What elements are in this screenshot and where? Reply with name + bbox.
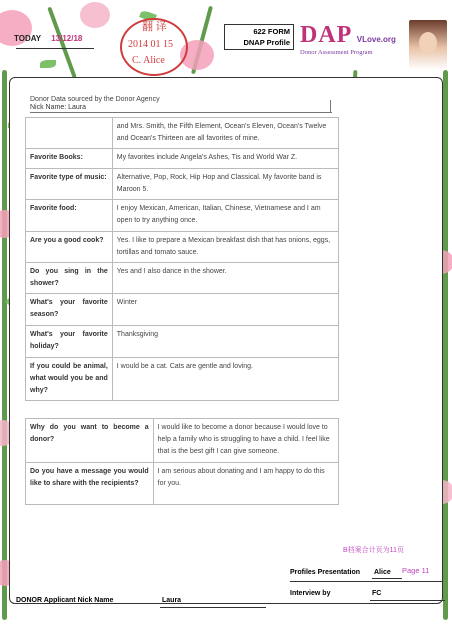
stamp-top-text: 翻 译 xyxy=(142,21,167,33)
table-row xyxy=(26,419,339,463)
answer-cell: I am serious about donating and I am happy to do this for you. xyxy=(153,463,338,505)
profiles-presentation-label: Profiles Presentation xyxy=(290,569,361,576)
logo-subtitle: Donor Assessment Program xyxy=(300,49,373,56)
question-cell: Do you sing in the shower? xyxy=(26,263,113,294)
answer-cell: I enjoy Mexican, American, Italian, Chinese, Vietnamese and I am open to try anything once. xyxy=(112,200,338,232)
form-type: DNAP Profile xyxy=(243,38,290,47)
table-row xyxy=(26,149,339,169)
table-row xyxy=(26,169,339,200)
today-label: TODAY xyxy=(14,34,41,43)
interviewer-underline xyxy=(370,600,445,601)
table-row xyxy=(26,200,339,232)
question-cell: If you could be animal, what would you be and why? xyxy=(26,358,113,401)
source-note: Donor Data sourced by the Donor Agency xyxy=(30,96,160,103)
question-cell: Do you have a message you would like to share with the recipients? xyxy=(26,463,154,505)
table-row xyxy=(26,232,339,263)
nick-name: Nick Name: Laura xyxy=(30,104,87,111)
answer-cell: Yes. I like to prepare a Mexican breakfast dish that has onions, eggs, tortillas and tomato sauce. xyxy=(112,232,338,263)
presenter-underline xyxy=(372,578,402,579)
question-cell: What's your favorite holiday? xyxy=(26,326,113,358)
applicant-underline xyxy=(160,607,266,608)
answer-cell: Winter xyxy=(112,294,338,326)
applicant-label: DONOR Applicant Nick Name xyxy=(16,597,114,604)
question-cell xyxy=(26,118,113,149)
today-date: 13/12/18 xyxy=(51,34,83,43)
question-cell: Favorite Books: xyxy=(26,149,113,169)
translation-stamp xyxy=(120,18,188,76)
stamp-name: C. Alice xyxy=(132,55,165,66)
answer-cell: I would like to become a donor because I would love to help a family who is struggling to have a child. I feel like that is the best gift I can give someone. xyxy=(153,419,338,463)
profile-photo xyxy=(409,20,447,70)
question-cell: Favorite food: xyxy=(26,200,113,232)
table-row xyxy=(26,294,339,326)
interviewer-name: FC xyxy=(372,590,382,597)
form-id-box xyxy=(224,24,294,50)
answer-cell: My favorites include Angela's Ashes, Tis and World War Z. xyxy=(112,149,338,169)
presenter-name: Alice xyxy=(374,569,391,576)
header-tick xyxy=(330,100,331,112)
question-cell: Why do you want to become a donor? xyxy=(26,419,154,463)
qa-table-2 xyxy=(25,418,339,505)
table-row xyxy=(26,263,339,294)
answer-cell: and Mrs. Smith, the Fifth Element, Ocean's Eleven, Ocean's Twelve and Ocean's Thirteen are all favorites of mine. xyxy=(112,118,338,149)
answer-cell: Yes and I also dance in the shower. xyxy=(112,263,338,294)
footer-divider xyxy=(290,581,442,582)
question-cell: Are you a good cook? xyxy=(26,232,113,263)
question-cell: What's your favorite season? xyxy=(26,294,113,326)
dap-logo xyxy=(300,22,404,60)
answer-cell: Thanksgiving xyxy=(112,326,338,358)
form-number: 622 FORM xyxy=(253,27,290,36)
answer-cell: Alternative, Pop, Rock, Hip Hop and Classical. My favorite band is Maroon 5. xyxy=(112,169,338,200)
stamp-date: 2014 01 15 xyxy=(128,39,173,50)
interview-by-label: Interview by xyxy=(290,590,331,597)
page-number: Page 11 xyxy=(402,566,430,575)
table-row xyxy=(26,326,339,358)
today-field xyxy=(14,34,82,43)
header-divider xyxy=(30,112,332,113)
total-pages-note: B档案合计页为11页 xyxy=(343,547,404,554)
applicant-name: Laura xyxy=(162,597,182,604)
table-row xyxy=(26,118,339,149)
logo-main: DAP xyxy=(300,22,353,48)
qa-table xyxy=(25,117,339,401)
logo-domain: VLove.org xyxy=(356,35,396,44)
question-cell: Favorite type of music: xyxy=(26,169,113,200)
table-row xyxy=(26,463,339,505)
table-row xyxy=(26,358,339,401)
answer-cell: I would be a cat. Cats are gentle and loving. xyxy=(112,358,338,401)
today-underline xyxy=(16,48,94,49)
